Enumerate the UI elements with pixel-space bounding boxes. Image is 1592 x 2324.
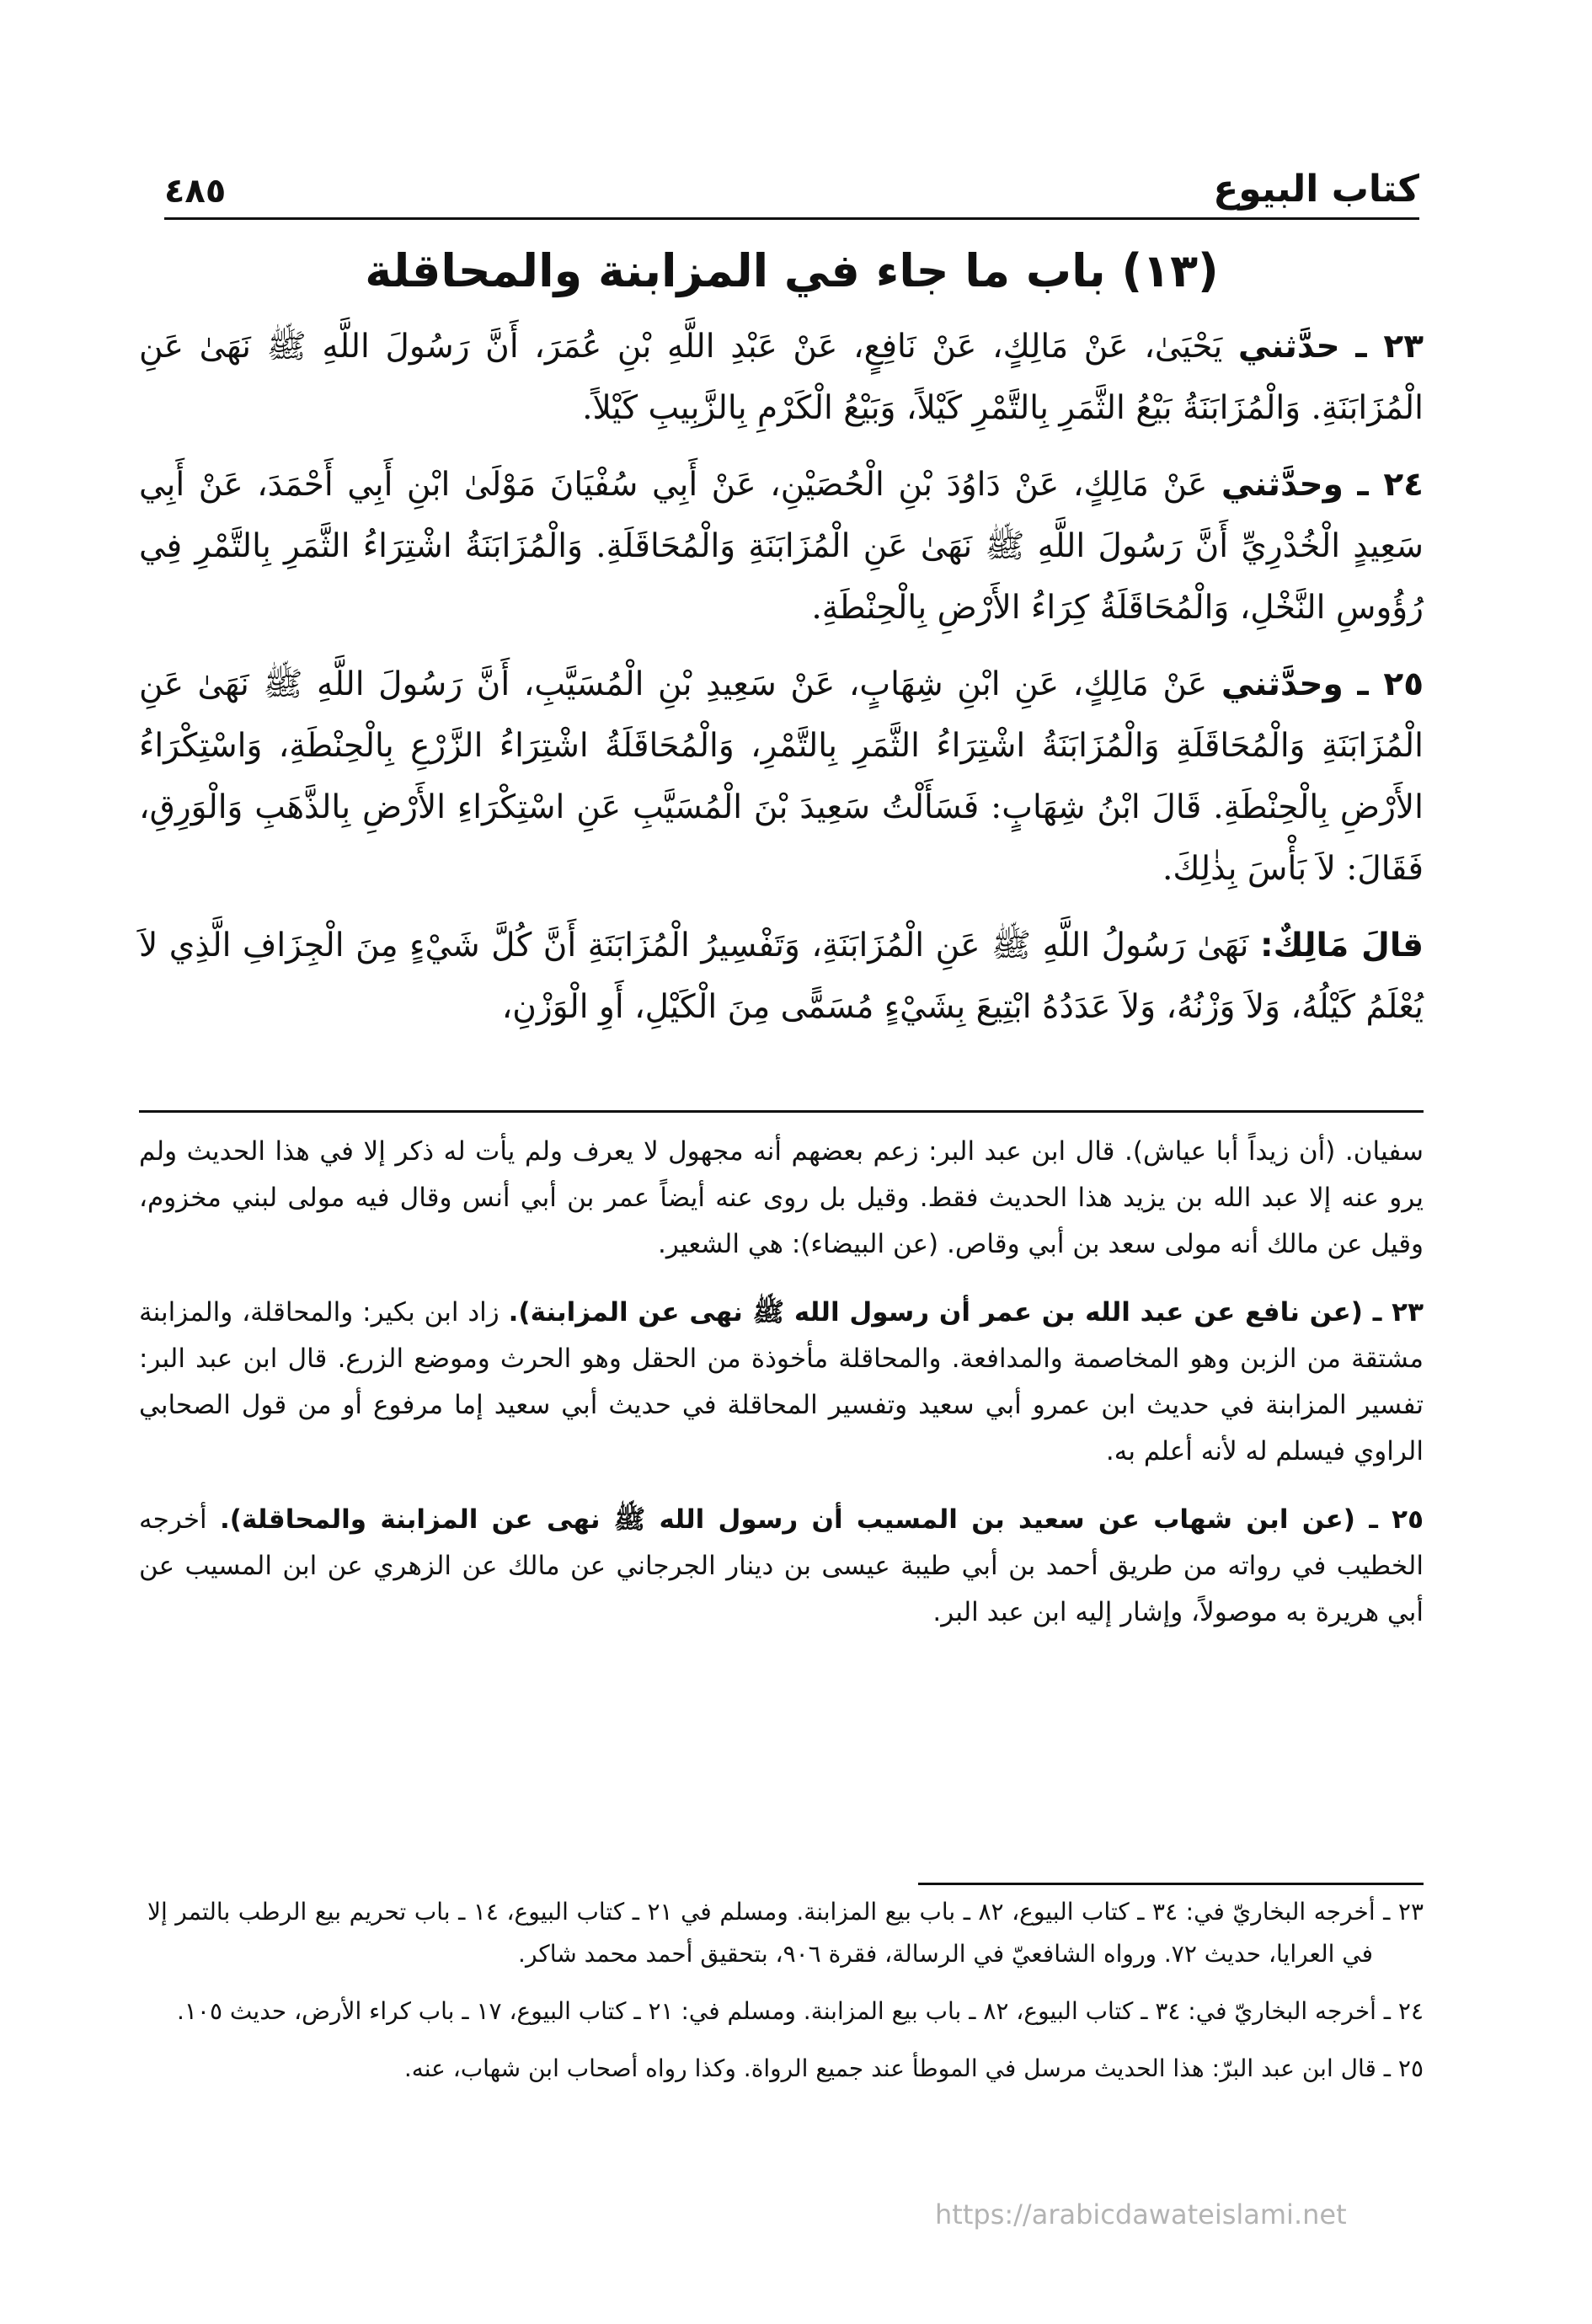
commentary-body: أخرجه الخطيب في رواته من طريق أحمد بن أبي طيبة عيسى بن دينار الجرجاني عن مالك عن الزهري عن ابن المسيب عن أبي هريرة به موصولاً، وإشار إليه ابن عبد البر.	[139, 1504, 1424, 1627]
hadith-body: عَنْ مَالِكٍ، عَنِ ابْنِ شِهَابٍ، عَنْ سَعِيدِ بْنِ الْمُسَيَّبِ، أَنَّ رَسُولَ اللَّهِ ﷺ نَهَىٰ عَنِ الْمُزَابَنَةِ وَالْمُحَاقَلَةِ وَالْمُزَابَنَةُ اشْتِرَاءُ الثَّمَرِ بِالتَّمْرِ، وَالْمُحَاقَلَةُ اشْتِرَاءُ الزَّرْعِ بِالْحِنْطَةِ، وَاسْتِكْرَاءُ الأَرْضِ بِالْحِنْطَةِ. قَالَ ابْنُ شِهَابٍ: فَسَأَلْتُ سَعِيدَ بْنَ الْمُسَيَّبِ عَنِ اسْتِكْرَاءِ الأَرْضِ بِالذَّهَبِ وَالْوَرِقِ، فَقَالَ: لاَ بَأْسَ بِذٰلِكَ.	[139, 665, 1424, 888]
hadith-body: يَحْيَىٰ، عَنْ مَالِكٍ، عَنْ نَافِعٍ، عَنْ عَبْدِ اللَّهِ بْنِ عُمَرَ، أَنَّ رَسُولَ اللَّهِ ﷺ نَهَىٰ عَنِ الْمُزَابَنَةِ. وَالْمُزَابَنَةُ بَيْعُ الثَّمَرِ بِالتَّمْرِ كَيْلاً، وَبَيْعُ الْكَرْمِ بِالزَّبِيبِ كَيْلاً.	[139, 328, 1424, 427]
hadith-paragraph	[139, 654, 1424, 900]
page-number: ٤٨٥	[164, 172, 227, 211]
hadith-lead: قالَ مَالِكٌ:	[1259, 927, 1424, 964]
watermark-url: https://arabicdawateislami.net	[935, 2198, 1347, 2231]
hadith-text-block	[139, 316, 1424, 1053]
footnote: ٢٥ ـ قال ابن عبد البرّ: هذا الحديث مرسل في الموطأ عند جميع الرواة. وكذا رواه أصحاب ابن شهاب، عنه.	[403, 2054, 1424, 2082]
commentary-paragraph	[139, 1129, 1424, 1268]
hadith-number: ٢٤ ـ	[1357, 466, 1424, 504]
footnote: ٢٤ ـ أخرجه البخاريّ في: ٣٤ ـ كتاب البيوع، ٨٢ ـ باب بيع المزابنة. ومسلم في: ٢١ ـ كتاب البيوع، ١٧ ـ باب كراء الأرض، حديث ١٠٥.	[176, 1997, 1424, 2025]
commentary-heading: ٢٣ ـ (عن نافع عن عبد الله بن عمر أن رسول الله ﷺ نهى عن المزابنة).	[508, 1297, 1424, 1328]
commentary-heading: ٢٥ ـ (عن ابن شهاب عن سعيد بن المسيب أن رسول الله ﷺ نهى عن المزابنة والمحاقلة).	[220, 1504, 1424, 1535]
hadith-paragraph	[139, 316, 1424, 439]
footnote: ٢٣ ـ أخرجه البخاريّ في: ٣٤ ـ كتاب البيوع، ٨٢ ـ باب بيع المزابنة. ومسلم في ٢١ ـ كتاب البيوع، ١٤ ـ باب تحريم بيع الرطب بالتمر إلا في العرايا، حديث ٧٢. ورواه الشافعيّ في الرسالة، فقرة ٩٠٦، بتحقيق أحمد محمد شاكر.	[147, 1898, 1424, 1968]
page-header	[164, 143, 1419, 220]
footnote-divider	[918, 1883, 1424, 1885]
hadith-paragraph	[139, 915, 1424, 1038]
hadith-lead: وحدَّثني	[1221, 665, 1344, 703]
hadith-paragraph	[139, 454, 1424, 638]
commentary-paragraph	[139, 1497, 1424, 1636]
commentary-block	[139, 1129, 1424, 1658]
chapter-title: (١٣) باب ما جاء في المزابنة والمحاقلة	[365, 244, 1219, 297]
hadith-body: نَهَىٰ رَسُولُ اللَّهِ ﷺ عَنِ الْمُزَابَنَةِ، وَتَفْسِيرُ الْمُزَابَنَةِ أَنَّ كُلَّ شَيْءٍ مِنَ الْجِزَافِ الَّذِي لاَ يُعْلَمُ كَيْلُهُ، وَلاَ وَزْنُهُ، وَلاَ عَدَدُهُ ابْتِيعَ بِشَيْءٍ مُسَمًّى مِنَ الْكَيْلِ، أَوِ الْوَزْنِ،	[139, 927, 1424, 1026]
footnotes-block	[147, 1891, 1424, 2105]
book-title: كتاب البيوع	[1213, 168, 1419, 211]
commentary-body: زاد ابن بكير: والمحاقلة، والمزابنة مشتقة من الزبن وهو المخاصمة والمدافعة. والمحاقلة مأخوذة من الحقل وهو الحرث وموضع الزرع. قال ابن عبد البر: تفسير المزابنة في حديث ابن عمرو أبي سعيد وتفسير المحاقلة في حديث أبي سعيد إما مرفوع أو من قول الصحابي الراوي فيسلم له لأنه أعلم به.	[139, 1297, 1424, 1467]
hadith-lead: وحدَّثني	[1221, 466, 1344, 504]
hadith-number: ٢٥ ـ	[1357, 665, 1424, 703]
hadith-body: عَنْ مَالِكٍ، عَنْ دَاوُدَ بْنِ الْحُصَيْنِ، عَنْ أَبِي سُفْيَانَ مَوْلَىٰ ابْنِ أَبِي أَحْمَدَ، عَنْ أَبِي سَعِيدٍ الْخُدْرِيِّ أَنَّ رَسُولَ اللَّهِ ﷺ نَهَىٰ عَنِ الْمُزَابَنَةِ وَالْمُحَاقَلَةِ. وَالْمُزَابَنَةُ اشْتِرَاءُ الثَّمَرِ بِالتَّمْرِ فِي رُؤُوسِ النَّخْلِ، وَالْمُحَاقَلَةُ كِرَاءُ الأَرْضِ بِالْحِنْطَةِ.	[139, 466, 1424, 627]
hadith-lead: حدَّثني	[1237, 328, 1340, 366]
hadith-number: ٢٣ ـ	[1355, 328, 1424, 366]
commentary-body: سفيان. (أن زيداً أبا عياش). قال ابن عبد البر: زعم بعضهم أنه مجهول لا يعرف ولم يأت له ذكر إلا في هذا الحديث ولم يرو عنه إلا عبد الله بن يزيد هذا الحديث فقط. وقيل بل روى عنه أيضاً عمر بن أبي أنس وقال فيه مولى لبني مخزوم، وقيل عن مالك أنه مولى سعد بن أبي وقاص. (عن البيضاء): هي الشعير.	[139, 1136, 1424, 1259]
commentary-paragraph	[139, 1290, 1424, 1475]
section-divider	[139, 1110, 1424, 1113]
